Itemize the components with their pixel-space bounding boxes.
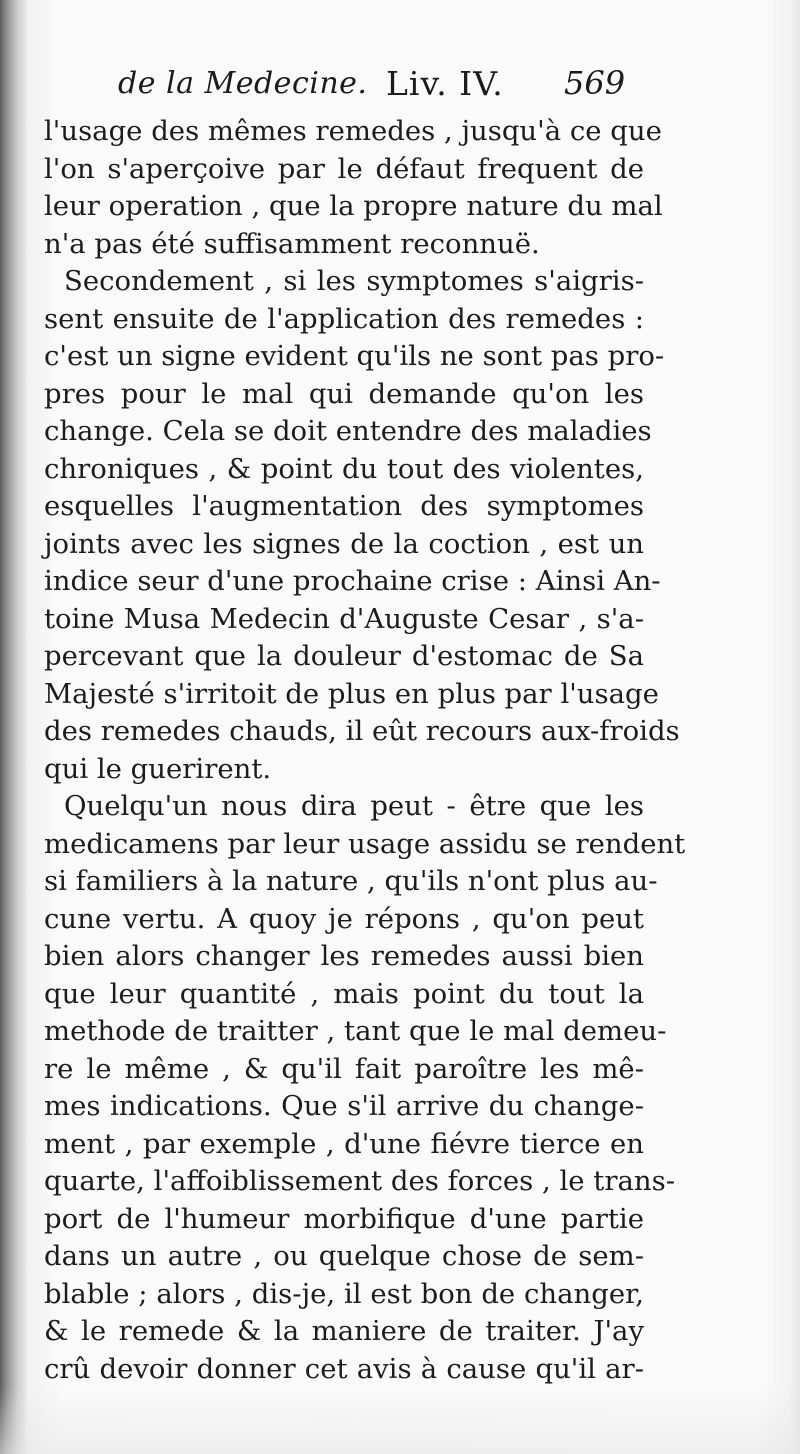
text-line: dans un autre , ou quelque chose de sem-	[44, 1240, 644, 1272]
text-line: Majesté s'irritoit de plus en plus par l'usage	[44, 677, 659, 710]
text-line: & le remede & la maniere de traiter. J'ay	[44, 1315, 644, 1347]
text-line: si familiers à la nature , qu'ils n'ont plus au-	[44, 865, 658, 897]
page-gutter-shadow	[0, 0, 28, 1454]
text-line: crû devoir donner cet avis à cause qu'il ar-	[44, 1352, 644, 1385]
text-line: n'a pas été suffisamment reconnuë.	[44, 227, 540, 260]
text-line: chroniques , & point du tout des violentes,	[44, 452, 644, 485]
text-line: cune vertu. A quoy je répons , qu'on peut	[44, 902, 644, 935]
text-line: re le même , & qu'il fait paroître les mê-	[44, 1052, 644, 1085]
page-header	[118, 66, 638, 114]
text-line: des remedes chauds, il eût recours aux-froids	[44, 715, 680, 747]
text-line: toine Musa Medecin d'Auguste Cesar , s'a-	[44, 602, 644, 635]
paragraph-first-line: Quelqu'un nous dira peut - être que les	[64, 790, 644, 822]
text-line: joints avec les signes de la coction , est un	[44, 527, 644, 560]
text-line: leur operation , que la propre nature du mal	[44, 190, 663, 222]
text-line: port de l'humeur morbifique d'une partie	[44, 1202, 644, 1235]
text-line: change. Cela se doit entendre des maladies	[44, 415, 652, 447]
text-line: bien alors changer les remedes aussi bien	[44, 940, 644, 972]
book-reference: Liv. IV.	[386, 64, 504, 103]
text-line: sent ensuite de l'application des remedes :	[44, 302, 644, 335]
text-line: mes indications. Que s'il arrive du change-	[44, 1090, 644, 1122]
paragraph-first-line: Secondement , si les symptomes s'aigris-	[64, 265, 644, 297]
body-text	[44, 113, 686, 1388]
text-line: c'est un signe evident qu'ils ne sont pas pro-	[44, 340, 665, 372]
text-line: indice seur d'une prochaine crise : Ainsi An-	[44, 565, 661, 597]
text-line: que leur quantité , mais point du tout la	[44, 977, 644, 1010]
text-line: l'on s'aperçoive par le défaut frequent de	[44, 152, 644, 185]
text-line: esquelles l'augmentation des symptomes	[44, 490, 644, 522]
page-number: 569	[564, 64, 626, 102]
text-line: medicamens par leur usage assidu se rendent	[44, 827, 686, 860]
text-line: blable ; alors , dis-je, il est bon de changer,	[44, 1277, 644, 1310]
text-line: ment , par exemple , d'une fiévre tierce en	[44, 1127, 644, 1160]
text-line: l'usage des mêmes remedes , jusqu'à ce que	[44, 115, 662, 147]
text-line: percevant que la douleur d'estomac de Sa	[44, 640, 644, 672]
running-title: de la Medecine.	[118, 66, 368, 101]
text-line: qui le guerirent.	[44, 752, 272, 785]
text-line: pres pour le mal qui demande qu'on les	[44, 377, 644, 410]
page-bottom-shade	[0, 1384, 800, 1454]
text-line: methode de traitter , tant que le mal demeu-	[44, 1015, 667, 1047]
text-line: quarte, l'affoiblissement des forces , le trans-	[44, 1165, 675, 1197]
